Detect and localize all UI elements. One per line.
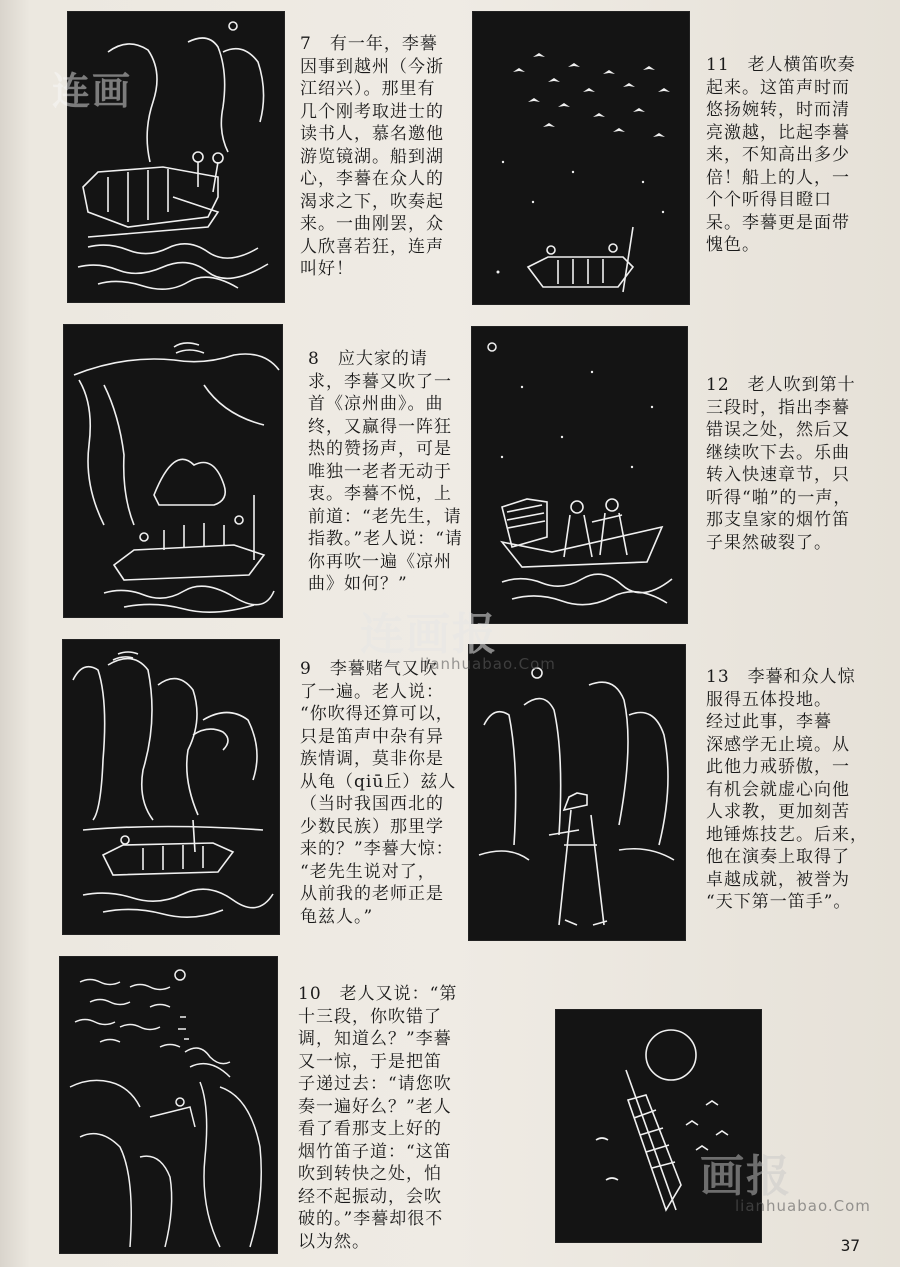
illustration-panel-9 bbox=[63, 640, 279, 934]
illustration-panel-11 bbox=[473, 12, 689, 304]
boat-under-cliffs-illustration bbox=[63, 640, 279, 934]
page-number: 37 bbox=[840, 1236, 860, 1255]
moon-pine-cliff-illustration bbox=[60, 957, 277, 1253]
boat-cliff-pine-illustration bbox=[64, 325, 282, 617]
old-man-playing-flute-illustration bbox=[472, 327, 687, 623]
panel-11-caption: 11 老人横笛吹奏 起来。这笛声时而 悠扬婉转，时而清 亮激越，比起李謩 来，不知高出多少 倍！船上的人，一 个个听得目瞪口 呆。李謩更是面带 愧色。 bbox=[706, 55, 856, 255]
birds-night-boat-illustration bbox=[473, 12, 689, 304]
li-mo-standing-illustration bbox=[469, 645, 685, 940]
watermark-logo-bottom: 画报 bbox=[700, 1151, 792, 1202]
watermark-logo: 连画 bbox=[52, 69, 133, 113]
panel-7-caption: 7 有一年，李謩 因事到越州（今浙 江绍兴）。那里有 几个刚考取进士的 读书人，慕名邀他 游览镜湖。船到湖 心，李謩在众人的 渴求之下，吹奏起 来。一曲刚罢，众 人欣喜若狂，连声 叫好！ bbox=[300, 34, 444, 279]
panel-13-caption: 13 李謩和众人惊 服得五体投地。 经过此事，李謩 深感学无止境。从 此他力戒骄傲，一 有机会就虚心向他 人求教，更加刻苦 地锤炼技艺。后来， 他在演奏上取得了 卓越成就，被誉为 “天下第一笛手”。 bbox=[706, 667, 868, 912]
illustration-panel-7 bbox=[68, 12, 284, 302]
illustration-panel-8 bbox=[64, 325, 282, 617]
panel-8-caption: 8 应大家的请 求，李謩又吹了一 首《凉州曲》。曲 终，又赢得一阵狂 热的赞扬声，可是 唯独一老者无动于 衷。李謩不悦，上 前道：“老先生，请 指教。”老人说：“请 你再吹一遍《凉州 曲》如何？” bbox=[308, 349, 463, 594]
watermark-url-center: lianhuabao.Com bbox=[420, 655, 556, 673]
illustration-panel-13 bbox=[469, 645, 685, 940]
illustration-panel-10 bbox=[60, 957, 277, 1253]
illustration-panel-14 bbox=[556, 1010, 761, 1242]
watermark-url-bottom: lianhuabao.Com bbox=[735, 1197, 871, 1215]
watermark-logo-center: 连画报 bbox=[360, 609, 498, 660]
boat-lake-mountain-illustration bbox=[68, 12, 284, 302]
panel-10-caption: 10 老人又说：“第 十三段，你吹错了 调，知道么？”李謩 又一惊，于是把笛 子递过去：“请您吹 奏一遍好么？”老人 看了看那支上好的 烟竹笛子道：“这笛 吹到转快之处，怕 经不起振动，会吹 破的。”李謩却很不 以为然。 bbox=[298, 984, 458, 1252]
illustration-panel-12 bbox=[472, 327, 687, 623]
panel-12-caption: 12 老人吹到第十 三段时，指出李謩 错误之处，然后又 继续吹下去。乐曲 转入快速章节，只 听得“啪”的一声， 那支皇家的烟竹笛 子果然破裂了。 bbox=[706, 375, 856, 553]
panel-9-caption: 9 李謩赌气又吹 了一遍。老人说： “你吹得还算可以， 只是笛声中杂有异 族情调，莫非你是 从龟（qiū丘）兹人 （当时我国西北的 少数民族）那里学 来的？”李謩大惊： “老先生说对了， 从前我的老师正是 龟兹人。” bbox=[300, 659, 457, 927]
moon-boat-birds-illustration bbox=[556, 1010, 761, 1242]
